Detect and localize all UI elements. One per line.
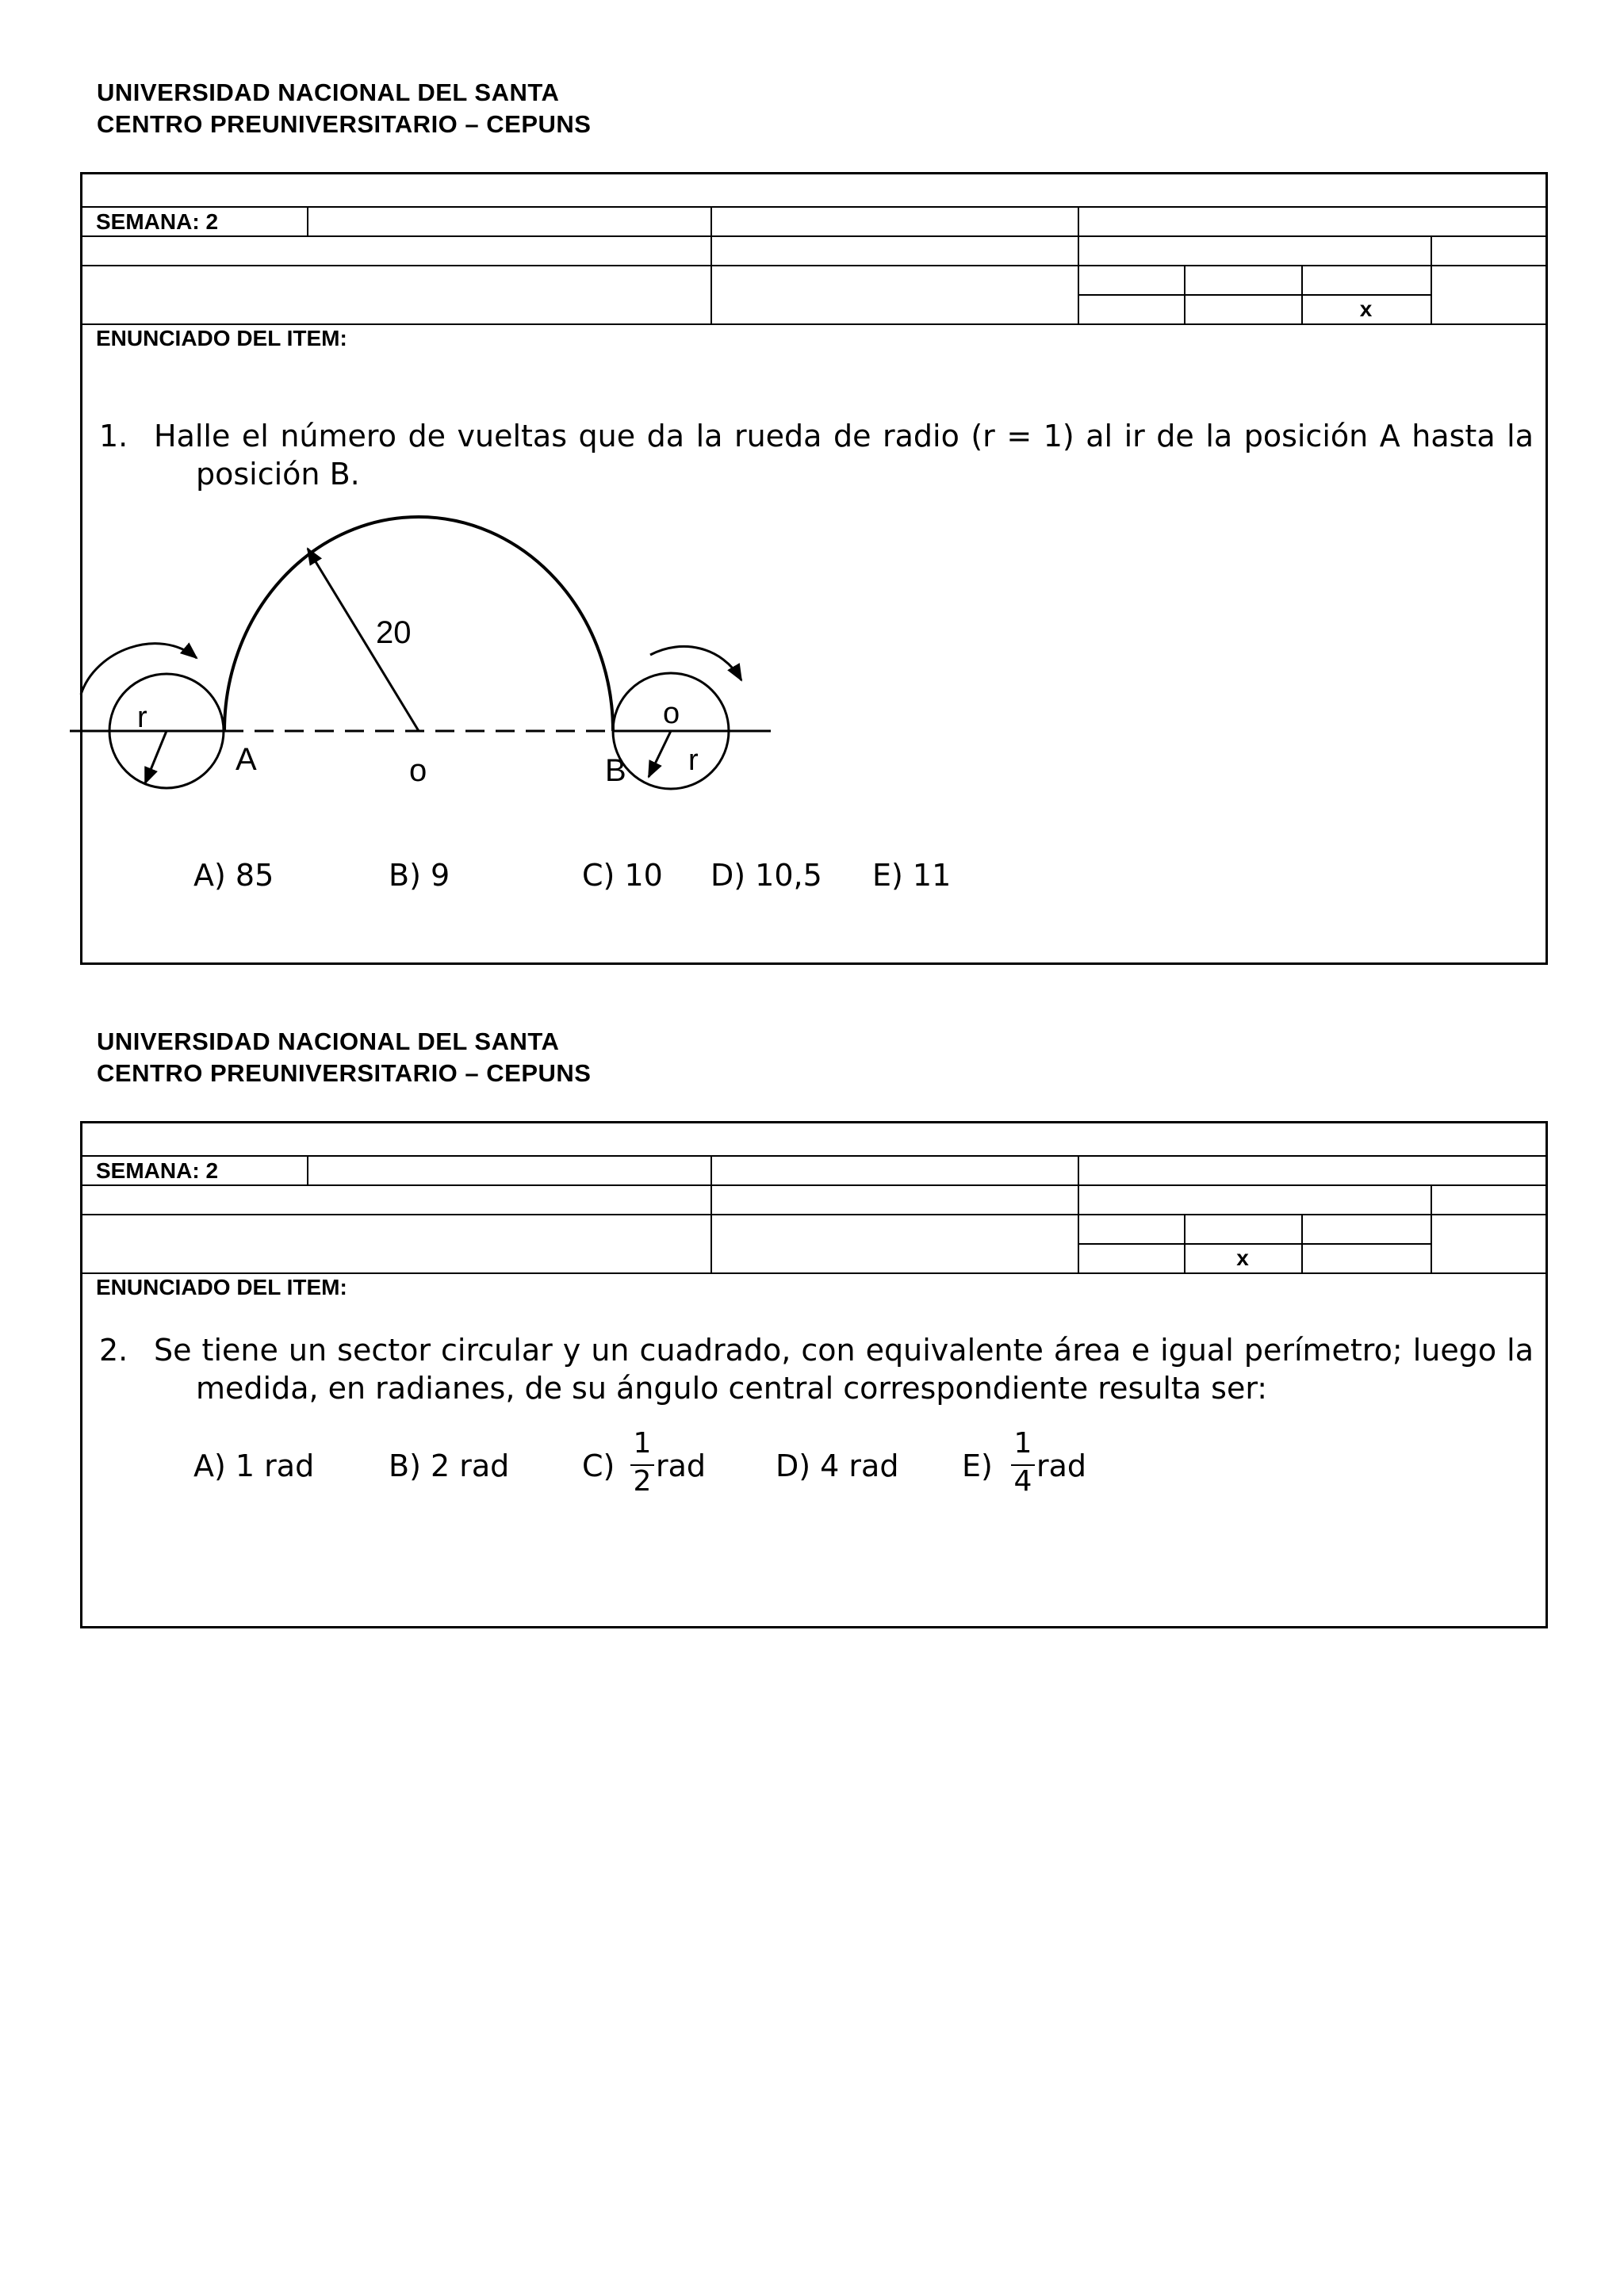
option-c: C) 10 [582, 858, 663, 893]
center-name: CENTRO PREUNIVERSITARIO – CEPUNS [97, 110, 592, 138]
question-number: 1. [99, 419, 128, 453]
right-wheel-r-label: r [688, 744, 699, 777]
option-2-e-unit: rad [1036, 1448, 1087, 1483]
enunciado-label: ENUNCIADO DEL ITEM: [96, 326, 347, 350]
option-2-c-unit: rad [656, 1448, 707, 1483]
question-number-2: 2. [99, 1333, 128, 1368]
right-wheel-o-label: o [663, 697, 680, 730]
right-rotation-arrow [650, 646, 741, 680]
question-text-line1: Halle el número de vueltas que da la rueda de radio (r = 1) al ir de la posición A hasta la [154, 419, 1534, 453]
question-text-2-line1: Se tiene un sector circular y un cuadrado, con equivalente área e igual perímetro; luego la [154, 1333, 1534, 1368]
option-2-c-denominator: 2 [633, 1465, 652, 1498]
semana-label: SEMANA: 2 [96, 209, 219, 234]
left-wheel-r-label: r [137, 701, 147, 734]
option-2-d: D) 4 rad [776, 1448, 899, 1483]
answer-mark-2: x [1236, 1246, 1249, 1270]
option-2-b: B) 2 rad [389, 1448, 510, 1483]
radius-label: 20 [376, 615, 412, 650]
semicircle-arc [224, 517, 613, 731]
university-name: UNIVERSIDAD NACIONAL DEL SANTA [97, 78, 560, 106]
university-name-2: UNIVERSIDAD NACIONAL DEL SANTA [97, 1027, 560, 1055]
option-2-c-numerator: 1 [633, 1427, 652, 1460]
option-e: E) 11 [872, 858, 952, 893]
center-o-label: o [409, 753, 427, 788]
option-d: D) 10,5 [710, 858, 822, 893]
option-a: A) 85 [193, 858, 274, 893]
option-b: B) 9 [389, 858, 450, 893]
left-rotation-arrow [81, 644, 197, 695]
enunciado-label-2: ENUNCIADO DEL ITEM: [96, 1275, 347, 1299]
semana-label-2: SEMANA: 2 [96, 1158, 219, 1183]
right-wheel-radius-arrow [649, 731, 671, 777]
option-2-e-numerator: 1 [1013, 1427, 1032, 1460]
point-b-label: B [605, 753, 626, 788]
question-text-2-line2: medida, en radianes, de su ángulo central correspondiente resulta ser: [196, 1371, 1268, 1406]
option-2-e-denominator: 4 [1013, 1465, 1032, 1498]
left-wheel-radius-arrow [145, 731, 167, 783]
option-2-a: A) 1 rad [193, 1448, 315, 1483]
option-2-c-label: C) [582, 1448, 615, 1483]
option-2-e-label: E) [962, 1448, 993, 1483]
point-a-label: A [236, 742, 257, 777]
answer-mark: x [1359, 297, 1373, 321]
item-form-2 [80, 1121, 1548, 1628]
center-name-2: CENTRO PREUNIVERSITARIO – CEPUNS [97, 1059, 592, 1087]
question-text-line2: posición B. [196, 457, 360, 492]
